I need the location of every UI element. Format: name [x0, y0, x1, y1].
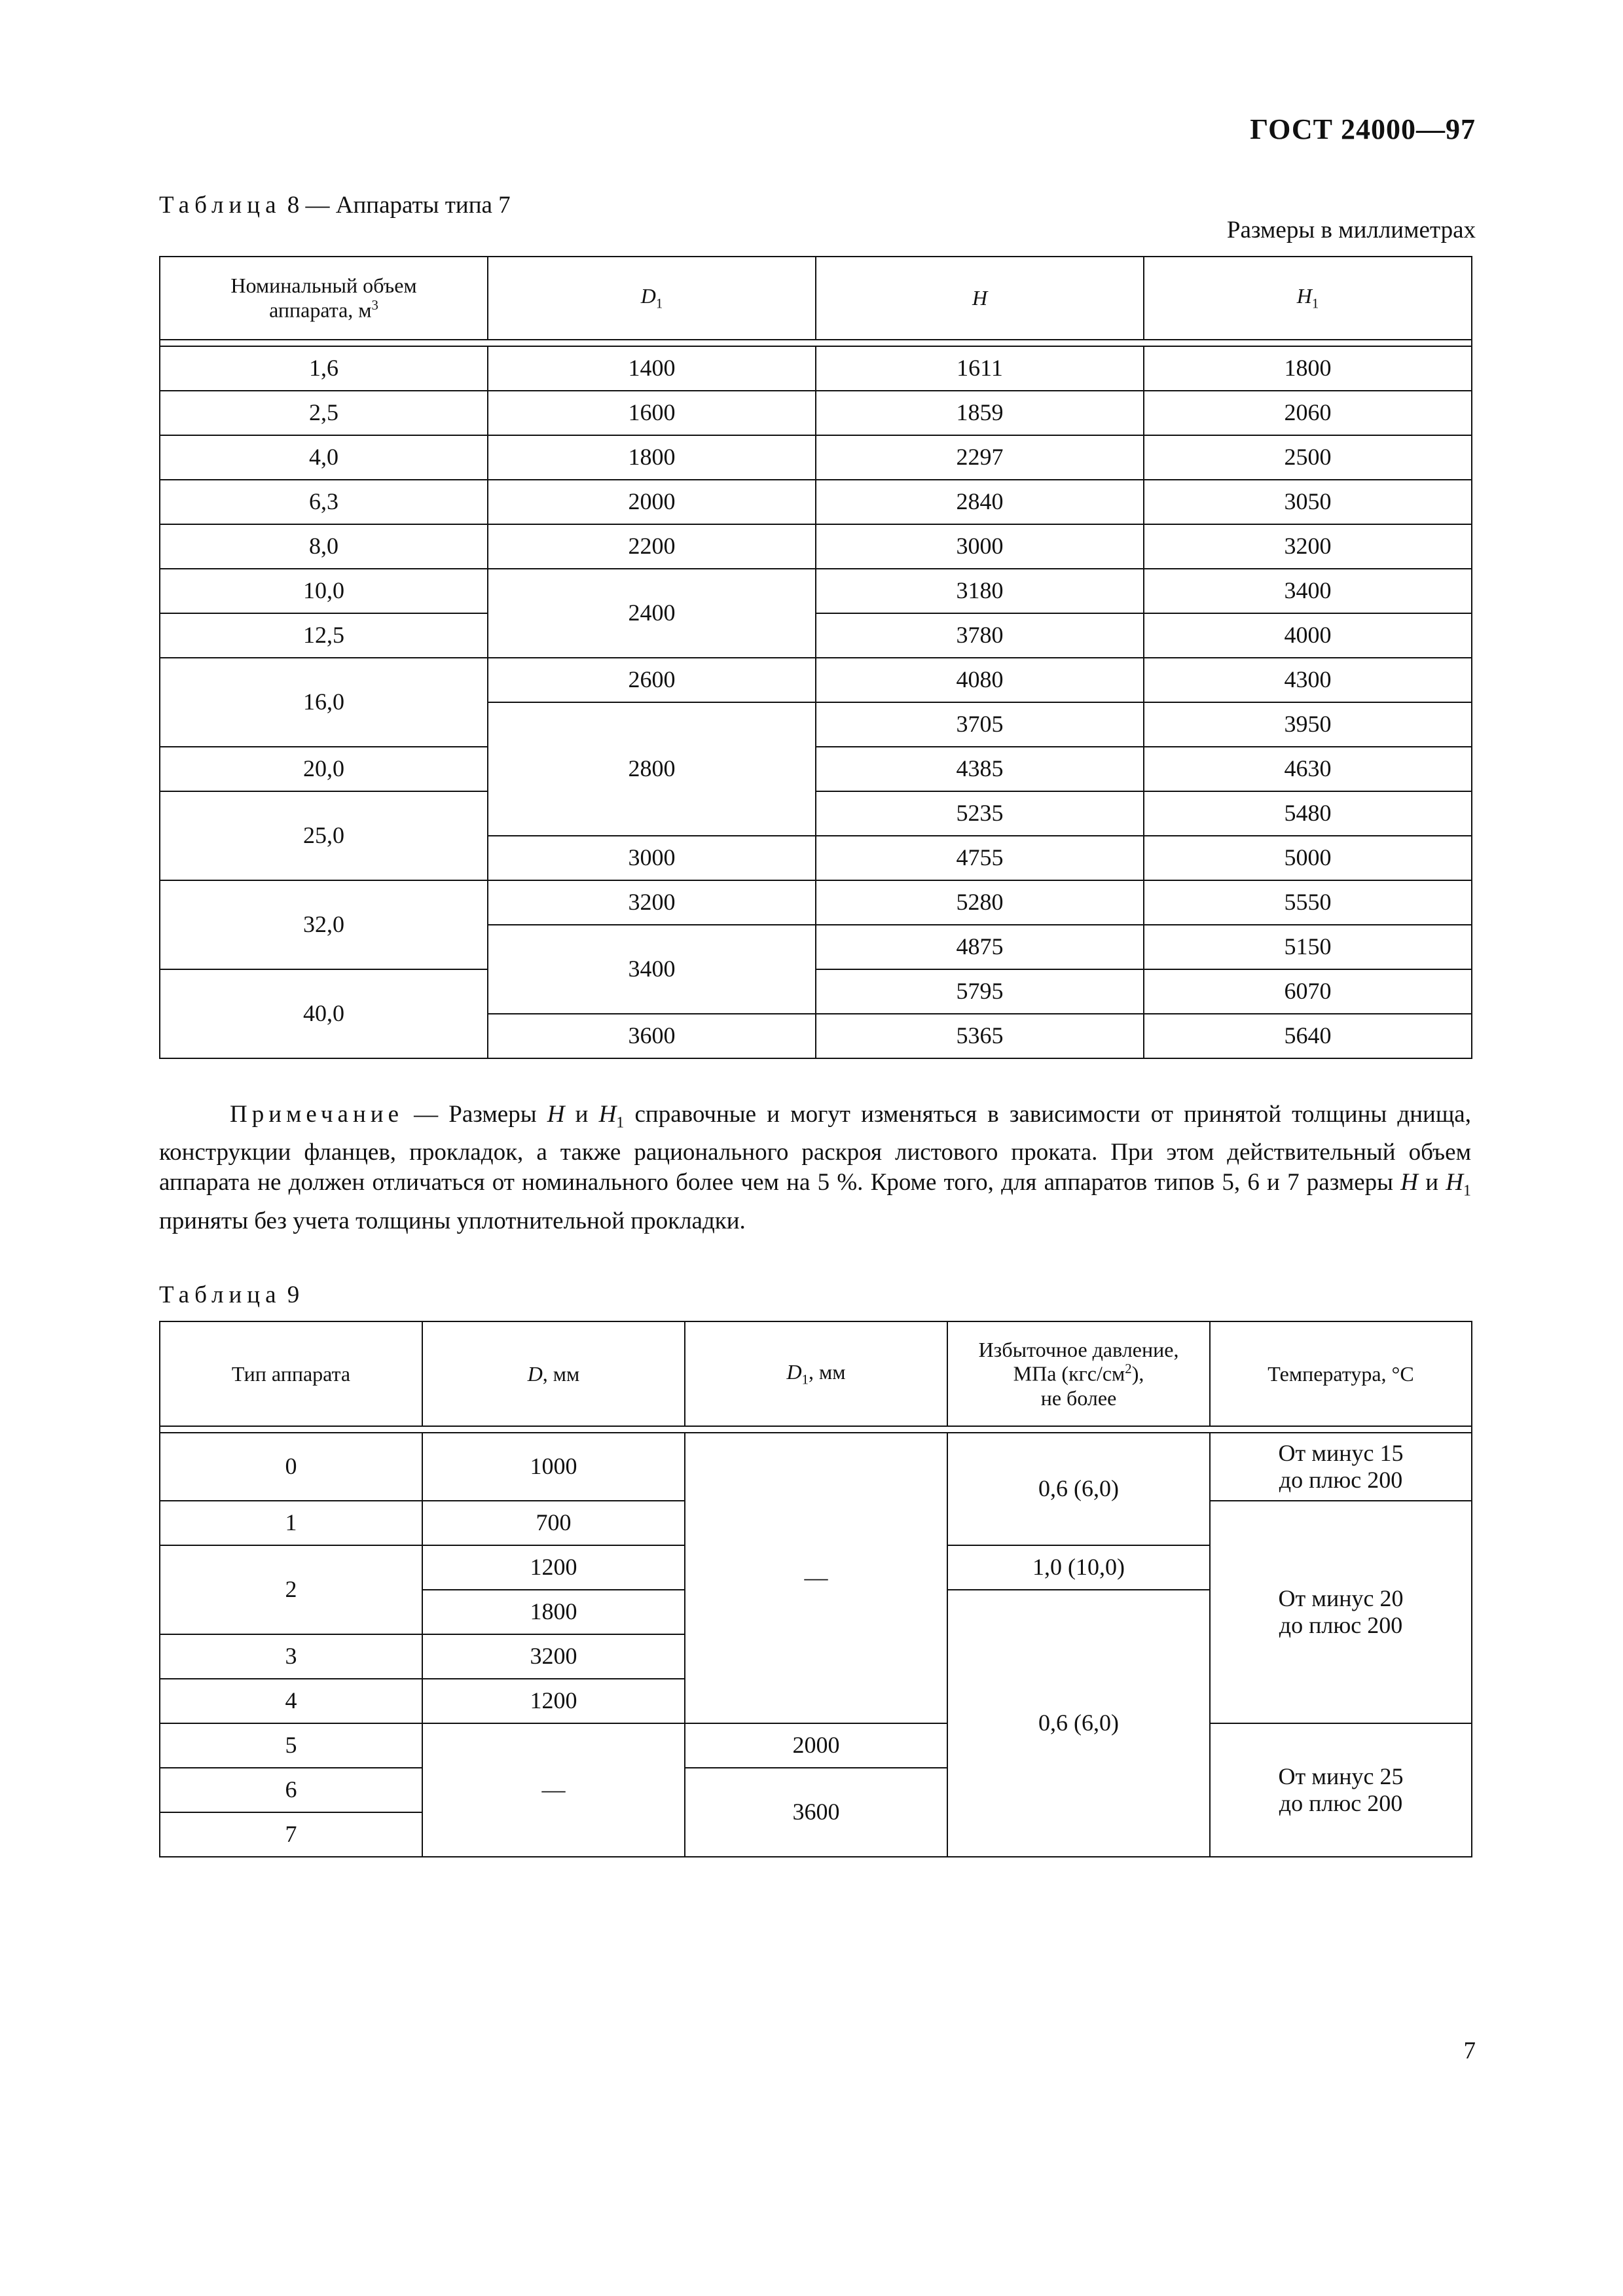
gap-cell [160, 340, 1472, 346]
h-cell: 3000 [816, 524, 1144, 569]
h-cell: 4755 [816, 836, 1144, 880]
header-volume-line1: Номинальный объем [230, 274, 417, 298]
note-dash: — Размеры [403, 1101, 547, 1128]
h1-cell: 5000 [1144, 836, 1472, 880]
volume-cell: 25,0 [160, 791, 488, 880]
volume-cell: 10,0 [160, 569, 488, 613]
table-9-caption [159, 1281, 299, 1309]
table-row [160, 880, 1472, 925]
volume-cell: 8,0 [160, 524, 488, 569]
h-cell: 1611 [816, 346, 1144, 391]
table-8-header-gap [160, 340, 1472, 346]
header-volume-sup: 3 [371, 298, 378, 314]
h-cell: 5235 [816, 791, 1144, 836]
volume-cell: 32,0 [160, 880, 488, 969]
d-cell: — [422, 1723, 685, 1857]
header-volume-line2: аппарата, м [269, 298, 372, 322]
h1-cell: 3400 [1144, 569, 1472, 613]
volume-cell: 4,0 [160, 435, 488, 480]
h1-cell: 5150 [1144, 925, 1472, 969]
h1-cell: 5480 [1144, 791, 1472, 836]
header-volume [160, 257, 488, 340]
note-h1-b: H [1446, 1169, 1463, 1196]
header-d1-sub: 1 [801, 1372, 809, 1388]
note-h1: H [598, 1101, 617, 1128]
table-row [160, 524, 1472, 569]
table-9-caption-rest: 9 [281, 1282, 300, 1308]
volume-cell: 16,0 [160, 658, 488, 747]
temperature-line1: От минус 25 [1278, 1763, 1404, 1789]
header-d1 [685, 1321, 947, 1426]
volume-cell: 2,5 [160, 391, 488, 435]
pressure-cell: 0,6 (6,0) [947, 1433, 1210, 1545]
table-8 [159, 256, 1472, 1059]
header-d1-sub: 1 [655, 296, 663, 312]
note-text2: приняты без учета толщины уплотнительной прокладки. [159, 1207, 746, 1234]
h-cell: 2840 [816, 480, 1144, 524]
table-8-header-row [160, 257, 1472, 340]
h1-cell: 4300 [1144, 658, 1472, 702]
temperature-line2: до плюс 200 [1279, 1790, 1403, 1816]
header-pressure-line2b: ), [1131, 1361, 1144, 1386]
d1-cell: 2200 [488, 524, 816, 569]
header-h [816, 257, 1144, 340]
table-8-caption [159, 191, 511, 219]
header-d-main: D [527, 1361, 543, 1386]
d1-cell: 3400 [488, 925, 816, 1014]
d-cell: 1000 [422, 1433, 685, 1501]
type-cell: 4 [160, 1679, 422, 1723]
h-cell: 4875 [816, 925, 1144, 969]
d-cell: 1800 [422, 1590, 685, 1634]
table-row [160, 1723, 1472, 1768]
header-pressure-line2a: МПа (кгс/см [1013, 1361, 1125, 1386]
table-row [160, 1433, 1472, 1501]
d1-cell: 2600 [488, 658, 816, 702]
document-code: ГОСТ 24000—97 [1250, 113, 1476, 145]
d1-cell: 3600 [685, 1768, 947, 1857]
d-cell: 1200 [422, 1545, 685, 1590]
header-h1-sub: 1 [1311, 296, 1319, 312]
volume-cell: 12,5 [160, 613, 488, 658]
temperature-line1: От минус 20 [1278, 1585, 1404, 1611]
d-cell: 3200 [422, 1634, 685, 1679]
header-pressure [947, 1321, 1210, 1426]
note-and1: и [564, 1101, 599, 1128]
type-cell: 6 [160, 1768, 422, 1812]
d-cell: 700 [422, 1501, 685, 1545]
volume-cell: 40,0 [160, 969, 488, 1058]
d1-cell: 1800 [488, 435, 816, 480]
header-h1-main: H [1296, 284, 1312, 308]
header-d [422, 1321, 685, 1426]
header-pressure-line3: не более [1040, 1386, 1117, 1410]
h-cell: 1859 [816, 391, 1144, 435]
header-temperature: Температура, °С [1210, 1321, 1472, 1426]
h1-cell: 6070 [1144, 969, 1472, 1014]
h1-cell: 4000 [1144, 613, 1472, 658]
table-row [160, 613, 1472, 658]
temperature-cell [1210, 1723, 1472, 1857]
table-9 [159, 1321, 1472, 1857]
d1-cell: 3200 [488, 880, 816, 925]
temperature-cell [1210, 1501, 1472, 1723]
h-cell: 5280 [816, 880, 1144, 925]
h1-cell: 3050 [1144, 480, 1472, 524]
header-pressure-line1: Избыточное давление, [978, 1337, 1179, 1361]
d1-cell: 1400 [488, 346, 816, 391]
d1-cell: 2800 [488, 702, 816, 836]
type-cell: 7 [160, 1812, 422, 1857]
d1-cell: 1600 [488, 391, 816, 435]
type-cell: 3 [160, 1634, 422, 1679]
temperature-line1: От минус 15 [1278, 1439, 1404, 1466]
page-number: 7 [1463, 2037, 1476, 2064]
h-cell: 3705 [816, 702, 1144, 747]
h-cell: 4385 [816, 747, 1144, 791]
type-cell: 5 [160, 1723, 422, 1768]
h-cell: 2297 [816, 435, 1144, 480]
header-d1-main: D [786, 1359, 802, 1384]
d1-cell: 3600 [488, 1014, 816, 1058]
h1-cell: 3200 [1144, 524, 1472, 569]
table-row [160, 480, 1472, 524]
table-row [160, 969, 1472, 1014]
type-cell: 1 [160, 1501, 422, 1545]
header-h1 [1144, 257, 1472, 340]
header-d1-main: D [640, 284, 656, 308]
table-9-header-gap [160, 1426, 1472, 1433]
d1-cell: — [685, 1433, 947, 1723]
table-9-caption-word: Таблица [159, 1282, 282, 1308]
header-d1-unit: , мм [809, 1359, 846, 1384]
table-8-caption-rest: 8 — Аппараты типа 7 [281, 192, 511, 219]
temperature-line2: до плюс 200 [1279, 1612, 1403, 1638]
volume-cell: 6,3 [160, 480, 488, 524]
note-and2: и [1417, 1169, 1446, 1196]
h-cell: 5795 [816, 969, 1144, 1014]
volume-cell: 20,0 [160, 747, 488, 791]
h1-cell: 4630 [1144, 747, 1472, 791]
h1-cell: 5550 [1144, 880, 1472, 925]
h-cell: 5365 [816, 1014, 1144, 1058]
header-pressure-sup: 2 [1125, 1361, 1132, 1377]
table-row [160, 435, 1472, 480]
h1-cell: 2060 [1144, 391, 1472, 435]
note-h1-b-sub: 1 [1463, 1182, 1471, 1200]
d1-cell: 2000 [488, 480, 816, 524]
table-row [160, 658, 1472, 702]
h1-cell: 5640 [1144, 1014, 1472, 1058]
d1-cell: 3000 [488, 836, 816, 880]
table-row [160, 391, 1472, 435]
table-row [160, 569, 1472, 613]
d-cell: 1200 [422, 1679, 685, 1723]
header-d-unit: , мм [542, 1361, 580, 1386]
type-cell: 2 [160, 1545, 422, 1634]
h-cell: 3780 [816, 613, 1144, 658]
table-row [160, 346, 1472, 391]
note-h1-sub: 1 [616, 1114, 625, 1132]
h1-cell: 2500 [1144, 435, 1472, 480]
pressure-cell: 1,0 (10,0) [947, 1545, 1210, 1590]
table-8-units: Размеры в миллиметрах [1226, 217, 1476, 243]
h-cell: 3180 [816, 569, 1144, 613]
temperature-line2: до плюс 200 [1279, 1467, 1403, 1493]
header-type: Тип аппарата [160, 1321, 422, 1426]
h1-cell: 1800 [1144, 346, 1472, 391]
table-row [160, 747, 1472, 791]
pressure-cell: 0,6 (6,0) [947, 1590, 1210, 1857]
h-cell: 4080 [816, 658, 1144, 702]
table-row [160, 791, 1472, 836]
volume-cell: 1,6 [160, 346, 488, 391]
type-cell: 0 [160, 1433, 422, 1501]
d1-cell: 2400 [488, 569, 816, 658]
h1-cell: 3950 [1144, 702, 1472, 747]
table-8-caption-word: Таблица [159, 192, 282, 219]
d1-cell: 2000 [685, 1723, 947, 1768]
temperature-cell [1210, 1433, 1472, 1501]
table-9-header-row [160, 1321, 1472, 1426]
header-d1 [488, 257, 816, 340]
header-h-main: H [972, 286, 988, 310]
table-note [159, 1100, 1471, 1236]
note-h-b: H [1400, 1169, 1418, 1196]
note-label: Примечание [230, 1101, 403, 1128]
note-h: H [547, 1101, 565, 1128]
note-text1: справочные и могут изменяться в зависимости от принятой толщины днища, конструкции фланцев, прокладок, а также рационального раскроя листового проката. При этом действительный объем аппарата не должен отличаться от номинального более чем на 5 %. Кроме того, для аппаратов типов 5, 6 и 7 размеры [159, 1101, 1471, 1196]
gap-cell [160, 1426, 1472, 1433]
